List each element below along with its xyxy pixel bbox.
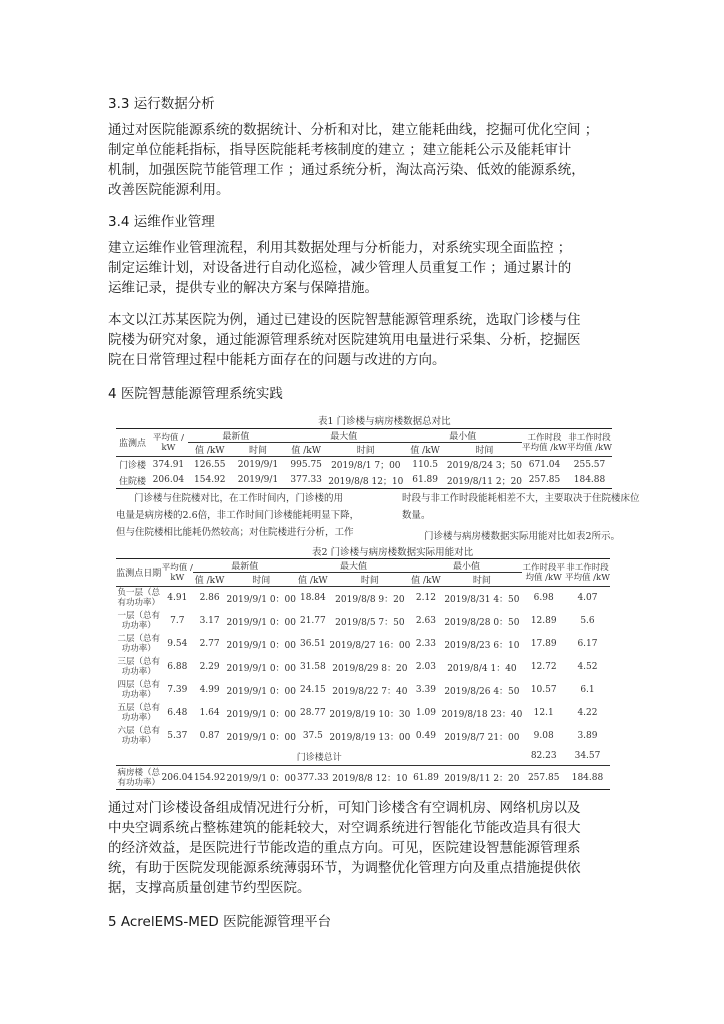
table2-header-latest: 最新值 — [193, 559, 296, 573]
table-cell: 0.49 — [415, 731, 436, 741]
table2-header-max: 最大值 — [296, 559, 410, 573]
table-row — [116, 473, 612, 489]
table-cell: 2019/8/5 7：50 — [335, 617, 405, 628]
table-cell: 2.12 — [415, 593, 436, 604]
table-cell: 995.75 — [290, 459, 322, 470]
table-row — [116, 725, 610, 748]
table-cell: 2019/9/1 0：00 — [226, 663, 296, 674]
table-cell: 2019/8/11 2；20 — [446, 476, 523, 487]
table-cell: 5.6 — [580, 616, 595, 626]
table-cell: 2019/8/27 16：00 — [329, 640, 411, 651]
paragraph-line: 据，支撑高质量创建节约型医院。 — [108, 880, 311, 896]
table-cell: 21.77 — [299, 616, 326, 626]
table-cell: 5.37 — [167, 731, 188, 741]
section-heading-3-4: 3.4 运维作业管理 — [108, 214, 215, 230]
table-cell: 6.17 — [577, 639, 598, 649]
table-cell: 31.58 — [299, 662, 326, 672]
paragraph-line: 机制，加强医院节能管理工作 ；通过系统分析，淘汰高污染、低效的能源系统， — [108, 162, 585, 178]
table-cell: 2019/8/1 7；00 — [331, 461, 401, 472]
between-text-right — [402, 490, 640, 524]
table-cell: 2019/8/31 4：50 — [444, 594, 520, 605]
table-cell: 6.48 — [167, 708, 188, 718]
table-cell: 五层（总有 功功率） — [117, 703, 161, 723]
table-cell: 10.57 — [530, 685, 557, 695]
table2-header-point: 监测点日期 — [116, 569, 162, 579]
table-cell: 2019/8/23 6：10 — [444, 640, 520, 651]
table2-header-avg: 平均值 / kW — [161, 562, 193, 583]
table2-caption: 表2 门诊楼与病房楼数据实际用能对比 — [312, 547, 474, 558]
paragraph-line: 中央空调系统占整栋建筑的能耗较大，对空调系统进行智能化节能改造具有很大 — [108, 820, 581, 836]
table-cell: 3.39 — [415, 685, 436, 695]
paragraph-3-3 — [108, 120, 616, 200]
paragraph-line: 建立运维作业管理流程，利用其数据处理与分析能力，对系统实现全面监控 ； — [108, 240, 572, 256]
section-heading-5: 5 AcrelEMS-MED 医院能源管理平台 — [108, 914, 332, 930]
table-cell: 1.64 — [199, 708, 220, 718]
table-cell: 2019/9/1 0：00 — [226, 617, 296, 628]
table-cell: 206.04 — [161, 772, 194, 783]
paragraph-line: 运维记录，提供专业的解决方案与保障措施。 — [108, 280, 378, 296]
table-row — [116, 587, 610, 610]
table-cell: 2019/8/8 12：10 — [332, 774, 408, 784]
table1-header-max: 最大值 — [284, 429, 403, 443]
paragraph-line: 统，有助于医院发现能源系统薄弱环节，为调整优化管理方向及重点措施提供依 — [108, 860, 581, 876]
table-cell: 206.04 — [152, 475, 185, 486]
table1-header-nonwork: 非工作时段 平均值 /kW — [567, 432, 612, 453]
table1-subheader-value: 值 /kW — [291, 446, 321, 456]
table-cell: 9.54 — [167, 639, 188, 649]
table-cell: 4.07 — [577, 593, 598, 604]
between-text-bottom-right: 门诊楼与病房楼数据实际用能对比如表2所示。 — [424, 531, 621, 542]
table-cell: 2019/9/1 0：00 — [226, 640, 296, 651]
table-cell: 126.55 — [194, 459, 226, 470]
paragraph-line: 制定单位能耗指标，指导医院能耗考核制度的建立 ；建立能耗公示及能耗审计 — [108, 142, 572, 158]
table-cell: 2019/8/7 21：00 — [444, 732, 520, 743]
table-cell: 2019/8/28 0：50 — [444, 617, 520, 628]
table-cell: 17.89 — [530, 639, 557, 649]
table-cell: 2019/9/1 0：00 — [226, 709, 296, 720]
table-cell: 2019/8/11 2：20 — [444, 774, 520, 784]
table-row — [116, 679, 610, 702]
table-cell: 374.91 — [152, 459, 185, 470]
table-cell: 24.15 — [299, 685, 326, 695]
table-cell: 6.98 — [533, 593, 554, 604]
paragraph-line: 时段与非工作时段能耗相差不大，主要取决于住院楼床位 — [402, 493, 640, 504]
table-cell: 2019/8/8 12；10 — [328, 476, 404, 487]
table-cell: 257.85 — [528, 475, 561, 486]
table2-subheader-time: 时间 — [252, 576, 271, 586]
paragraph-line: 但与住院楼相比能耗仍然较高；对住院楼进行分析，工作 — [116, 527, 354, 538]
table1-subheader-time: 时间 — [475, 446, 494, 456]
table-cell: 257.85 — [527, 772, 560, 783]
table1-subheader-value: 值 /kW — [410, 446, 440, 456]
table-cell: 住院楼 — [119, 476, 147, 487]
table2-total-label: 门诊楼总计 — [296, 752, 342, 763]
table-cell: 2019/9/1 — [237, 475, 279, 486]
table-cell: 82.23 — [530, 751, 557, 762]
table-cell: 2019/8/29 8：20 — [332, 663, 408, 674]
table-cell: 2019/9/1 — [237, 459, 279, 470]
table2-subheader-value: 值 /kW — [194, 576, 225, 586]
table-cell: 255.57 — [573, 459, 606, 470]
table-cell: 61.89 — [412, 475, 438, 486]
table-cell: 二层（总有 功功率） — [117, 634, 161, 654]
paragraph-line: 电量是病房楼的2.6倍，非工作时间门诊楼能耗明显下降， — [116, 510, 360, 521]
table-cell: 184.88 — [573, 475, 606, 486]
table-cell: 3.17 — [199, 616, 220, 626]
table-cell: 12.72 — [530, 662, 557, 672]
table-cell: 2019/9/1 0：00 — [226, 686, 296, 697]
paragraph-outro — [108, 798, 616, 898]
table-row — [116, 656, 610, 679]
table-row — [116, 610, 610, 633]
table1-caption: 表1 门诊楼与病房楼数据总对比 — [318, 416, 451, 427]
table2-header-work: 工作时段平 均值 /kW — [522, 562, 565, 583]
section-heading-4: 4 医院智慧能源管理系统实践 — [108, 386, 283, 402]
table-cell: 2.03 — [415, 662, 436, 672]
table-cell: 61.89 — [413, 772, 439, 783]
table-cell: 2.77 — [199, 639, 220, 649]
table-cell: 377.33 — [290, 475, 322, 486]
table-row — [116, 457, 612, 473]
section-heading-3-3: 3.3 运行数据分析 — [108, 96, 215, 112]
table-cell: 37.5 — [302, 731, 323, 741]
table1-subheader-value: 值 /kW — [194, 446, 225, 456]
paragraph-line: 通过对门诊楼设备组成情况进行分析，可知门诊楼含有空调机房、网络机房以及 — [108, 800, 581, 816]
table-cell: 154.92 — [194, 475, 226, 486]
table-cell: 154.92 — [193, 772, 226, 783]
table-cell: 377.33 — [297, 772, 329, 783]
table-cell: 2019/8/26 4：50 — [444, 686, 520, 697]
table-cell: 一层（总有 功功率） — [117, 611, 161, 631]
table-cell: 4.91 — [167, 593, 188, 604]
table-cell: 2.86 — [199, 593, 220, 604]
table1-header-min: 最小值 — [403, 429, 522, 443]
table-cell: 四层（总有 功功率） — [117, 680, 161, 700]
table1-header-latest: 最新值 — [188, 429, 284, 443]
paragraph-line: 本文以江苏某医院为例，通过已建设的医院智慧能源管理系统，选取门诊楼与住 — [108, 312, 581, 328]
table2-subheader-time: 时间 — [472, 576, 491, 586]
table-cell: 9.08 — [533, 731, 554, 741]
paragraph-line: 改善医院能源利用。 — [108, 182, 230, 198]
table-cell: 671.04 — [528, 459, 561, 470]
table1-subheader-time: 时间 — [248, 446, 267, 456]
table-cell: 7.7 — [170, 616, 185, 626]
table2-header-min: 最小值 — [411, 559, 523, 573]
table-row — [116, 766, 610, 790]
table1-subheader-time: 时间 — [356, 446, 375, 456]
table-total-row — [116, 748, 610, 766]
table-cell: 2.33 — [415, 639, 436, 649]
table1-header-avg: 平均值 / kW — [152, 432, 184, 453]
paragraph-line: 通过对医院能源系统的数据统计、分析和对比，建立能耗曲线，挖掘可优化空间 ； — [108, 122, 599, 138]
table-cell: 2019/9/1 0：00 — [226, 774, 296, 784]
table-cell: 12.1 — [533, 708, 554, 718]
table2-subheader-time: 时间 — [360, 576, 379, 586]
table-cell: 2019/8/8 9：20 — [335, 594, 405, 605]
paragraph-line: 制定运维计划，对设备进行自动化巡检，减少管理人员重复工作 ；通过累计的 — [108, 260, 572, 276]
table-cell: 4.99 — [199, 685, 220, 695]
paragraph-3-4 — [108, 238, 616, 298]
table-cell: 1.09 — [415, 708, 436, 718]
table-cell: 4.52 — [577, 662, 598, 672]
paragraph-line: 的经济效益，是医院进行节能改造的重点方向。可见，医院建设智慧能源管理系 — [108, 840, 581, 856]
table-cell: 36.51 — [299, 639, 326, 649]
table-cell: 28.77 — [299, 708, 326, 718]
table-cell: 2019/8/19 10：30 — [329, 709, 411, 720]
table-cell: 6.88 — [167, 662, 188, 672]
table-cell: 门诊楼 — [119, 461, 147, 472]
table-cell: 3.89 — [577, 731, 598, 741]
table-row — [116, 702, 610, 725]
table-cell: 2019/9/1 0：00 — [226, 732, 296, 743]
paragraph-intro — [108, 310, 616, 370]
table-cell: 三层（总有 功功率） — [117, 657, 161, 677]
table-cell: 病房楼（总 有功功率） — [117, 767, 161, 788]
table-cell: 4.22 — [577, 708, 598, 718]
paragraph-line: 院在日常管理过程中能耗方面存在的问题与改进的方向。 — [108, 352, 446, 368]
table2-subheader-value: 值 /kW — [411, 576, 441, 586]
table-cell: 6.1 — [580, 685, 595, 695]
table-cell: 2019/8/18 23：40 — [441, 709, 523, 720]
table-cell: 2.63 — [415, 616, 436, 626]
table-cell: 2019/8/24 3；50 — [446, 461, 523, 472]
table-row — [116, 633, 610, 656]
table1 — [116, 428, 612, 489]
table2-body — [116, 558, 610, 790]
table1-header-point: 监测点 — [119, 439, 147, 449]
between-text-left — [116, 490, 359, 541]
paragraph-line: 院楼为研究对象，通过能源管理系统对医院建筑用电量进行采集、分析，挖掘医 — [108, 332, 581, 348]
table-cell: 2.29 — [199, 662, 220, 672]
table-cell: 18.84 — [299, 593, 326, 604]
table-cell: 110.5 — [412, 459, 438, 470]
table-cell: 六层（总有 功功率） — [117, 726, 161, 746]
table-cell: 184.88 — [571, 772, 604, 783]
table-cell: 2019/8/4 1：40 — [447, 663, 517, 674]
table-cell: 12.89 — [530, 616, 557, 626]
table1-header-work: 工作时段 平均值 /kW — [522, 432, 567, 453]
table2-header-nonwork: 非工作时段 平均值 /kW — [564, 562, 610, 583]
table-cell: 2019/8/22 7：40 — [332, 686, 408, 697]
table-cell: 0.87 — [199, 731, 220, 741]
table-cell: 负一层（总 有功功率） — [117, 588, 161, 609]
table-cell: 34.57 — [574, 751, 601, 762]
paragraph-line: 数量。 — [402, 510, 431, 521]
paragraph-line: 门诊楼与住院楼对比，在工作时间内，门诊楼的用 — [134, 493, 344, 504]
table-cell: 2019/8/19 13：00 — [329, 732, 411, 743]
table-cell: 2019/9/1 0：00 — [226, 594, 296, 605]
table2-subheader-value: 值 /kW — [298, 576, 328, 586]
table-cell: 7.39 — [167, 685, 188, 695]
